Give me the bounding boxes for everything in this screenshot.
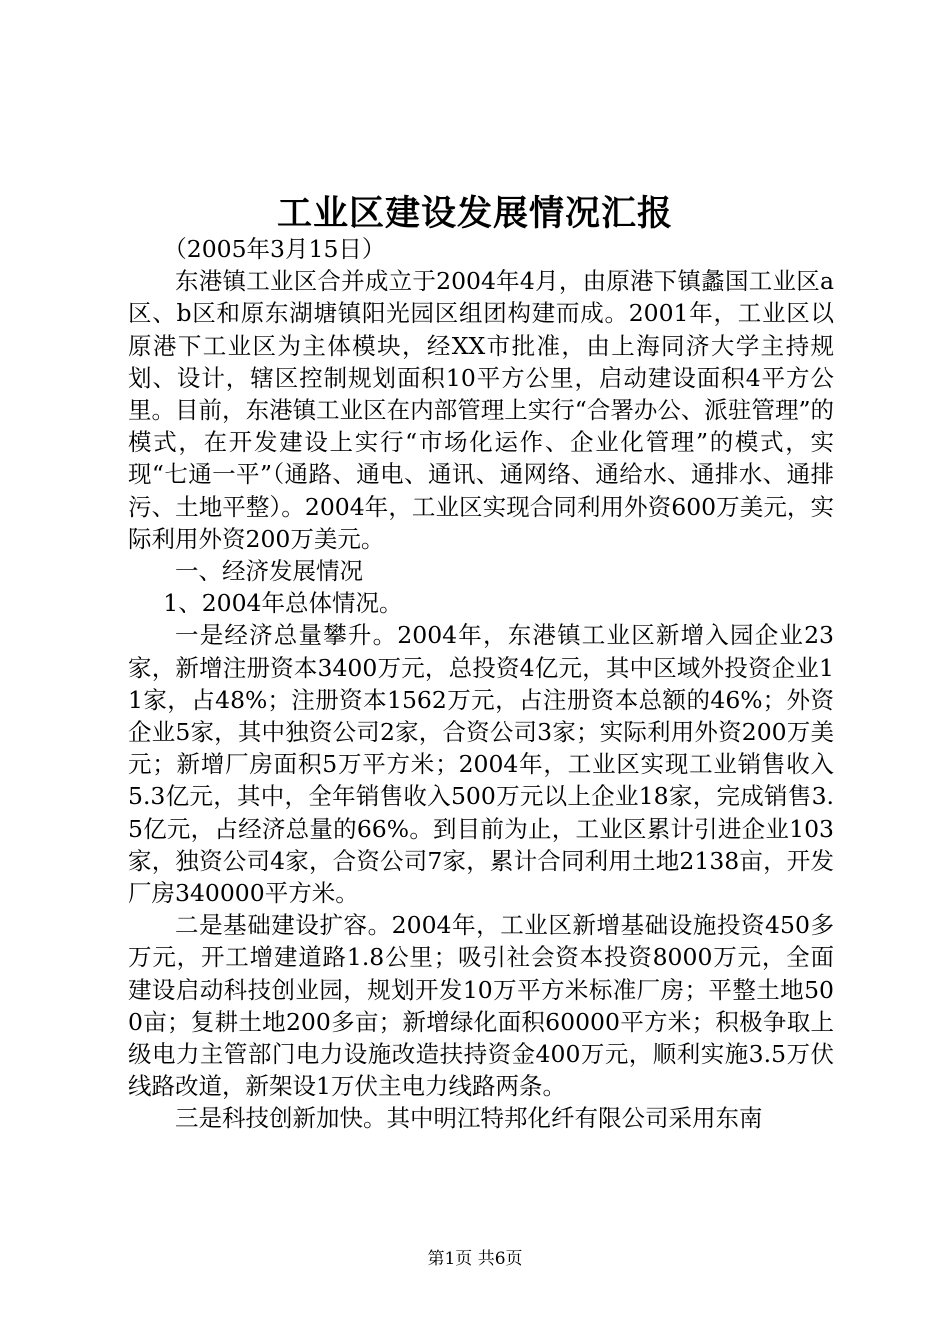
date-line: （2005年3月15日） [163, 235, 386, 263]
intro-paragraph: 东港镇工业区合并成立于2004年4月，由原港下镇蠡国工业区a区、b区和原东湖塘镇阳光园区组团构建而成。2001年，工业区以原港下工业区为主体模块，经XX市批准，由上海同济大学主持规划、设计，辖区控制规划面积10平方公里，启动建设面积4平方公里。目前，东港镇工业区在内部管理上实行“合署办公、派驻管理”的模式，在开发建设上实行“市场化运作、企业化管理”的模式，实现“七通一平”（通路、通电、通讯、通网络、通给水、通排水、通排污、土地平整）。2004年，工业区实现合同利用外资600万美元，实际利用外资200万美元。 [128, 267, 834, 553]
document-title: 工业区建设发展情况汇报 [276, 193, 673, 234]
paragraph-innovation: 三是科技创新加快。其中明江特邦化纤有限公司采用东南 [175, 1104, 763, 1133]
subsection-heading: 1、2004年总体情况。 [163, 589, 403, 618]
document-body [128, 233, 834, 1135]
paragraph-economy: 一是经济总量攀升。2004年，东港镇工业区新增入园企业23家，新增注册资本3400万元，总投资4亿元，其中区域外投资企业11家，占48%；注册资本1562万元，占注册资本总额的46%；外资企业5家，其中独资公司2家，合资公司3家；实际利用外资200万美元；新增厂房面积5万平方米；2004年，工业区实现工业销售收入5.3亿元，其中，全年销售收入500万元以上企业18家，完成销售3.5亿元，占经济总量的66%。到目前为止，工业区累计引进企业103家，独资公司4家，合资公司7家，累计合同利用土地2138亩，开发厂房340000平方米。 [128, 621, 834, 908]
paragraph-infrastructure: 二是基础建设扩容。2004年，工业区新增基础设施投资450多万元，开工增建道路1.8公里；吸引社会资本投资8000万元，全面建设启动科技创业园，规划开发10万平方米标准厂房；平整土地500亩；复耕土地200多亩；新增绿化面积60000平方米；积极争取上级电力主管部门电力设施改造扶持资金400万元，顺利实施3.5万伏线路改道，新架设1万伏主电力线路两条。 [128, 911, 834, 1101]
page-footer: 第1页 共6页 [427, 1249, 523, 1269]
section-heading: 一、经济发展情况 [175, 557, 363, 586]
